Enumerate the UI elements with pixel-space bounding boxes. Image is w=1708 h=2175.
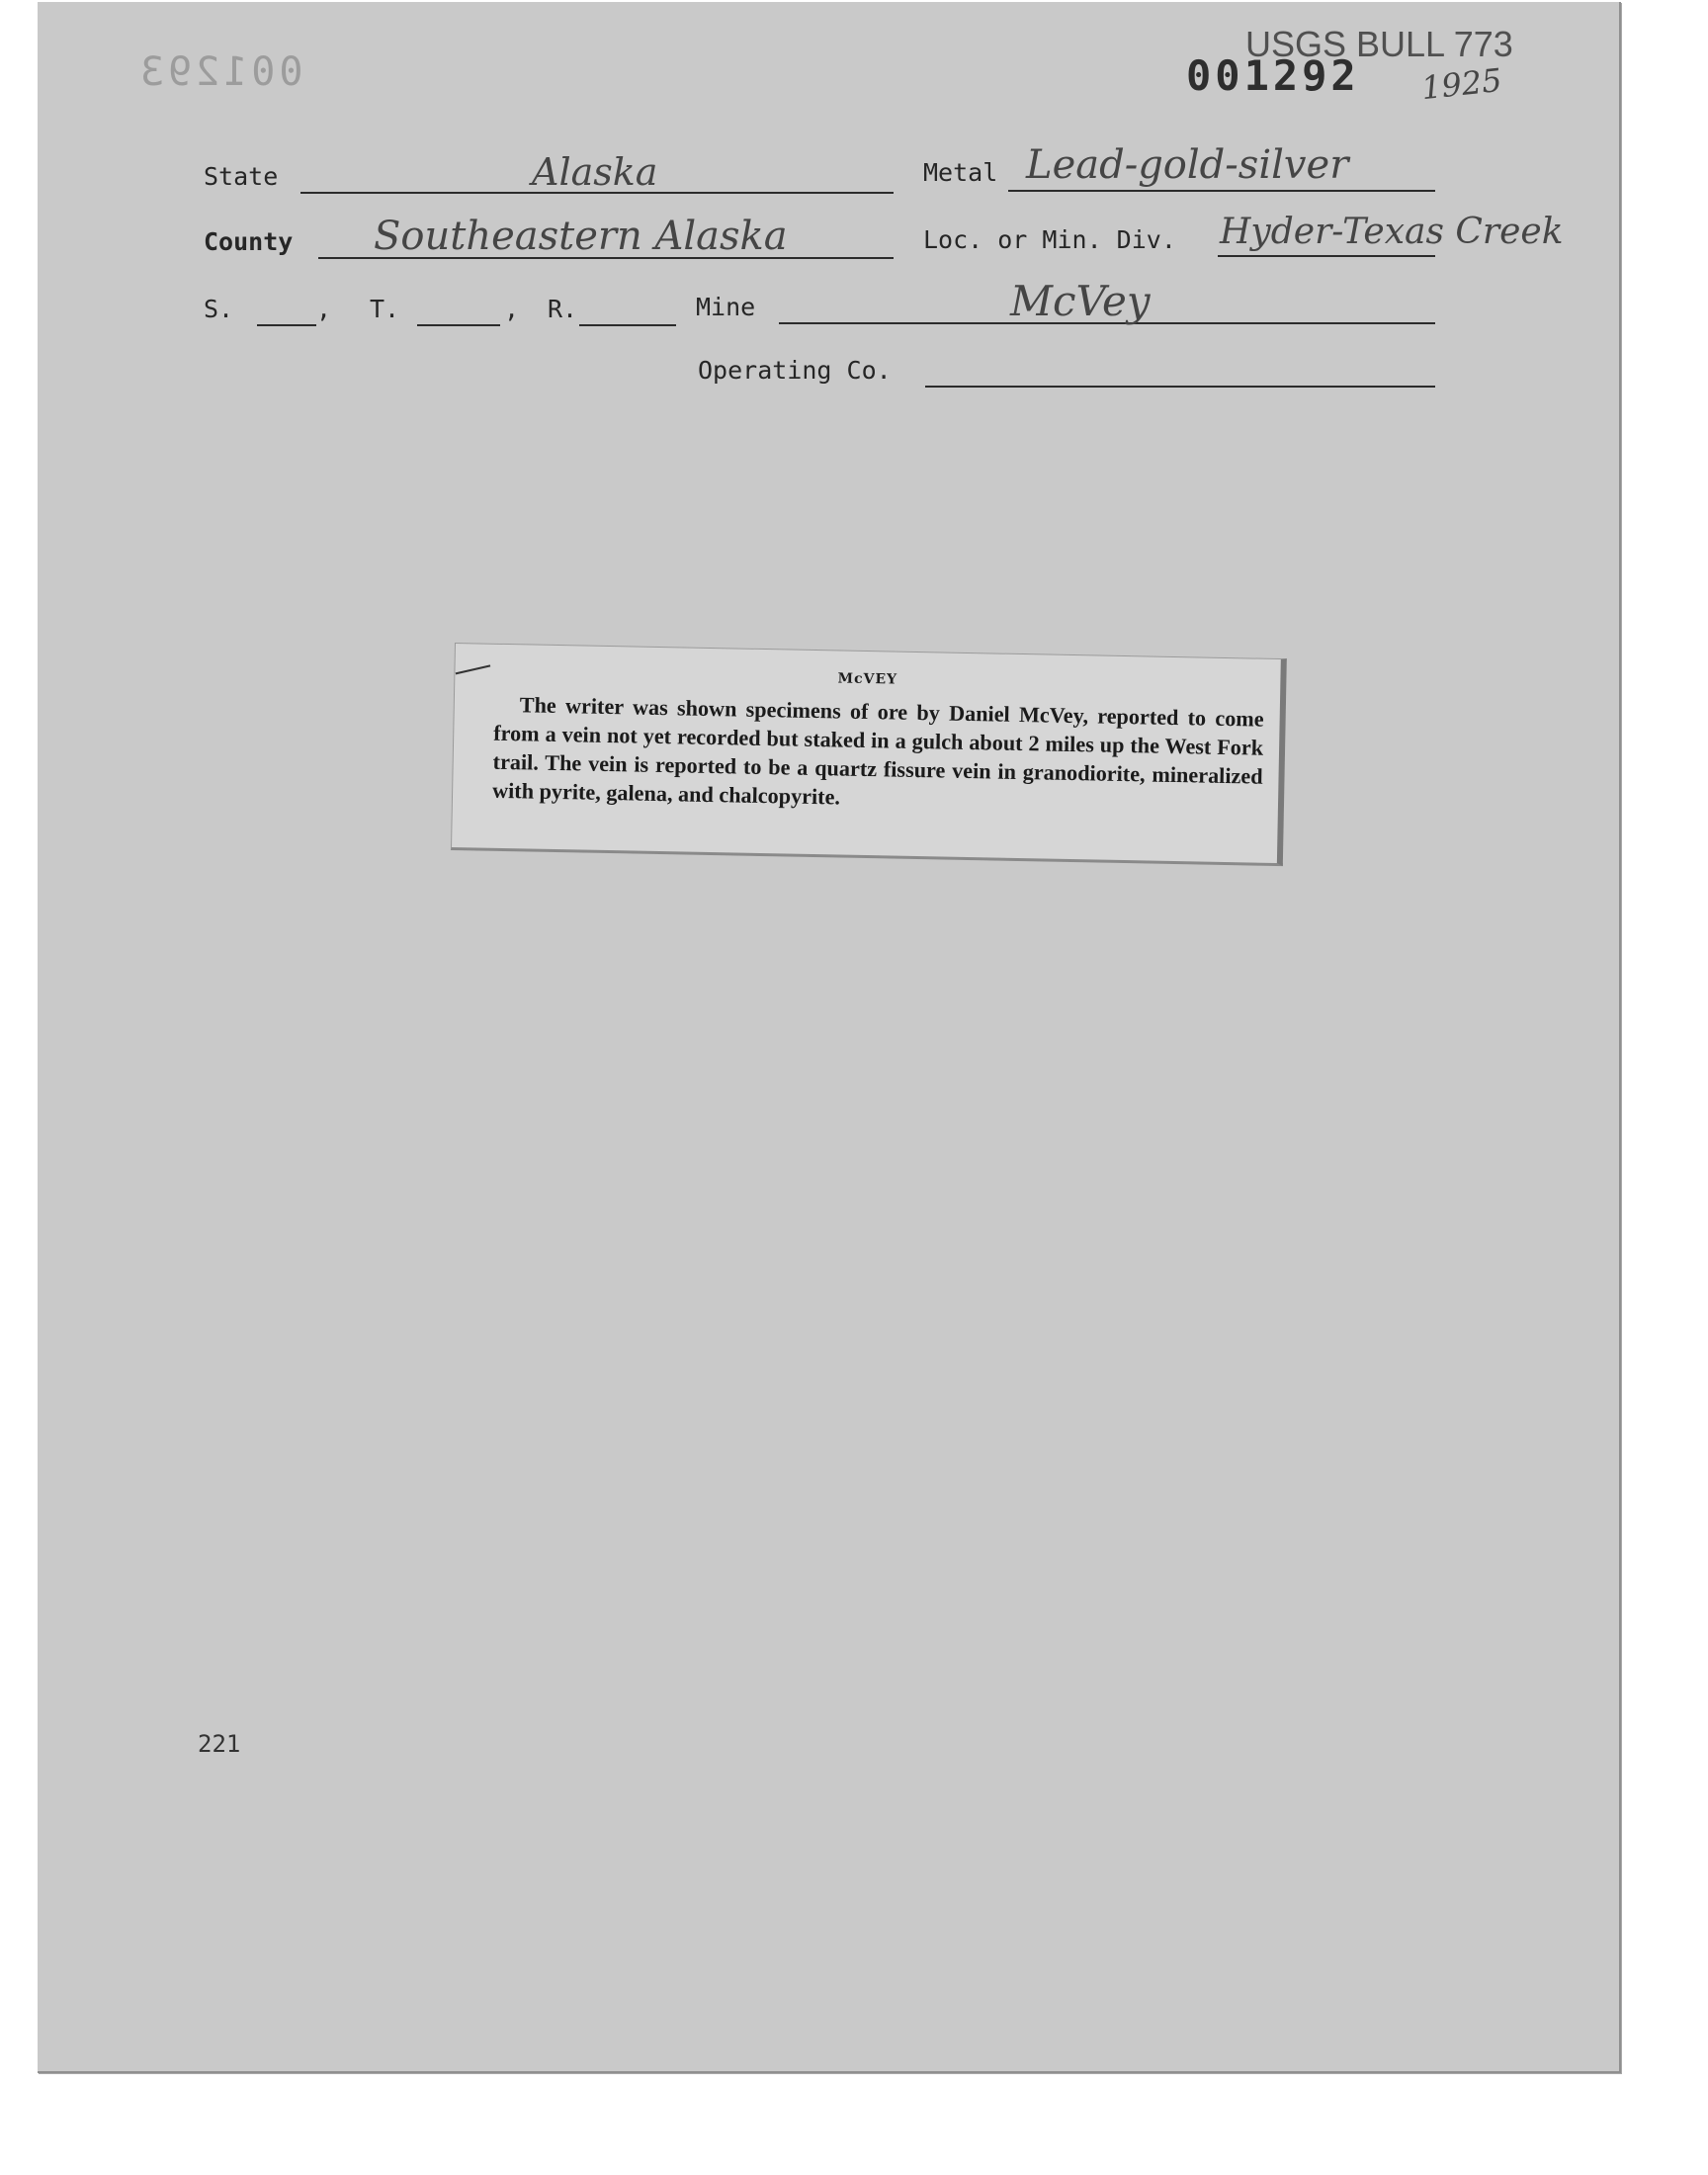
township-label: T.: [370, 295, 400, 323]
county-value: Southeastern Alaska: [374, 214, 788, 259]
range-label: R.: [548, 295, 578, 323]
locality-value: Hyder-Texas Creek: [1220, 212, 1564, 252]
township-line: [417, 324, 500, 326]
pasted-clipping: [451, 643, 1287, 866]
locality-label: Loc. or Min. Div.: [923, 225, 1176, 254]
metal-value: Lead-gold-silver: [1026, 142, 1349, 188]
clipping-title: McVEY: [837, 670, 898, 688]
page-number: 221: [198, 1730, 241, 1758]
county-label: County: [204, 227, 294, 256]
mirrored-id-stamp: 001293: [136, 49, 303, 95]
locality-line: [1218, 255, 1435, 257]
clipping-text: The writer was shown specimens of ore by Daniel McVey, reported to come from a vein not yet recorded but staked in a gulch about 2 miles up the West Fork trail. The vein is reported to be a quartz fissure vein in granodiorite, mineralized with pyrite, galena, and chalcopyrite.: [491, 692, 1264, 810]
range-line: [579, 324, 676, 326]
record-id-stamp: 001292: [1186, 51, 1360, 100]
comma-1: ,: [316, 295, 332, 323]
section-line: [257, 324, 316, 326]
operating-co-label: Operating Co.: [698, 356, 892, 385]
state-value: Alaska: [532, 150, 658, 194]
state-label: State: [204, 162, 279, 191]
record-card: [38, 2, 1621, 2073]
operating-co-line: [925, 386, 1435, 388]
comma-2: ,: [504, 295, 520, 323]
metal-label: Metal: [923, 158, 998, 187]
metal-line: [1008, 190, 1435, 192]
section-label: S.: [204, 295, 234, 323]
mine-value: McVey: [1010, 277, 1151, 325]
mine-label: Mine: [696, 293, 756, 321]
bulletin-stamp: USGS BULL 773: [1245, 24, 1513, 64]
year-annotation: 1925: [1419, 60, 1504, 108]
